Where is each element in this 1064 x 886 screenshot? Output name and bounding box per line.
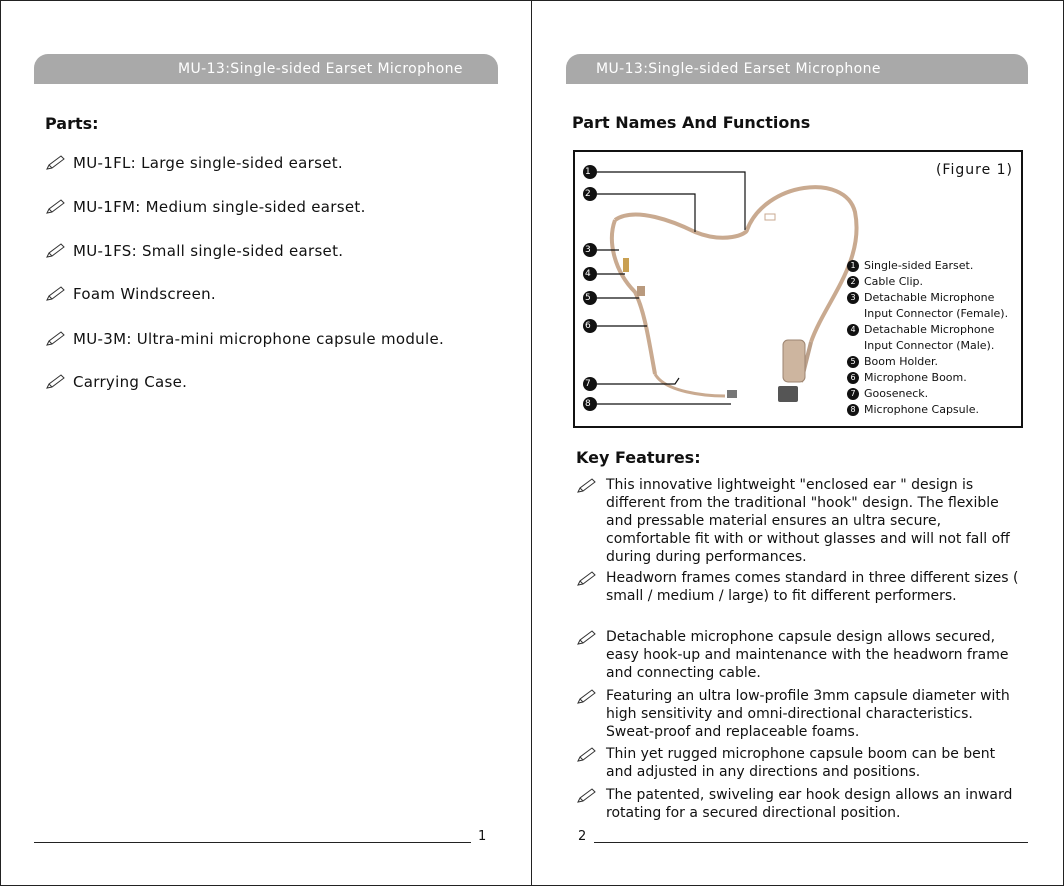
callout-8: 8 [585, 399, 591, 409]
feature-item: The patented, swiveling ear hook design allows an inward rotating for a secured directional position. [576, 786, 1024, 822]
footer-rule-right [594, 842, 1028, 843]
callout-4: 4 [585, 269, 591, 279]
legend-item: 3 Detachable Microphone [847, 290, 1008, 306]
pencil-icon [45, 374, 67, 390]
header-title-right: MU-13:Single-sided Earset Microphone [596, 61, 881, 77]
pencil-icon [45, 199, 67, 215]
legend-item: 5 Boom Holder. [847, 354, 1008, 370]
part-item: MU-1FM: Medium single-sided earset. [45, 198, 366, 216]
legend-item-cont: Input Connector (Male). [864, 339, 995, 352]
legend-item: 8 Microphone Capsule. [847, 402, 1008, 418]
feature-item: This innovative lightweight "enclosed ear " design is different from the traditional "hook" design. The flexible and pressable material ensures an ultra secure, comfortable fit with or without glasses and will not fall off during during performances. [576, 476, 1024, 566]
legend-item: 4 Detachable Microphone [847, 322, 1008, 338]
connector-body [783, 340, 805, 382]
part-names-heading: Part Names And Functions [572, 113, 811, 132]
legend-item-cont: Input Connector (Female). [864, 307, 1009, 320]
callout-5: 5 [585, 293, 591, 303]
cable-clip [765, 214, 775, 220]
part-item: MU-1FL: Large single-sided earset. [45, 154, 343, 172]
part-item: MU-3M: Ultra-mini microphone capsule module. [45, 330, 444, 348]
part-item: MU-1FS: Small single-sided earset. [45, 242, 343, 260]
figure-caption: (Figure 1) [935, 162, 1013, 178]
page-divider [531, 0, 532, 886]
mic-capsule [727, 390, 737, 398]
header-title-left: MU-13:Single-sided Earset Microphone [178, 61, 463, 77]
legend-item: 1 Single-sided Earset. [847, 258, 1008, 274]
pencil-icon [45, 286, 67, 302]
part-item: Foam Windscreen. [45, 285, 216, 303]
connector-female [623, 258, 629, 272]
callout-6: 6 [585, 321, 591, 331]
footer-rule-left [34, 842, 471, 843]
callout-2: 2 [585, 189, 591, 199]
page-number-right: 2 [578, 829, 587, 844]
legend-item: 7 Gooseneck. [847, 386, 1008, 402]
part-item: Carrying Case. [45, 373, 187, 391]
connector-plug [778, 386, 798, 402]
boom-holder [637, 286, 645, 296]
feature-item: Thin yet rugged microphone capsule boom can be bent and adjusted in any directions and positions. [576, 745, 1024, 781]
pencil-icon [45, 243, 67, 259]
callout-1: 1 [585, 167, 591, 177]
pencil-icon [576, 630, 598, 646]
feature-item: Detachable microphone capsule design allows secured, easy hook-up and maintenance with the headworn frame and connecting cable. [576, 628, 1024, 682]
feature-item: Featuring an ultra low-profile 3mm capsule diameter with high sensitivity and omni-directional characteristics. Sweat-proof and replaceable foams. [576, 687, 1024, 741]
legend-item: 6 Microphone Boom. [847, 370, 1008, 386]
feature-item: Headworn frames comes standard in three different sizes ( small / medium / large) to fit different performers. [576, 569, 1024, 605]
pencil-icon [576, 478, 598, 494]
pencil-icon [576, 788, 598, 804]
pencil-icon [576, 689, 598, 705]
key-features-heading: Key Features: [576, 448, 701, 467]
figure-legend [847, 258, 1008, 418]
pencil-icon [45, 331, 67, 347]
page-number-left: 1 [478, 829, 487, 844]
header-banner-right [566, 54, 1028, 84]
pencil-icon [576, 747, 598, 763]
header-banner-left [34, 54, 498, 84]
figure-1 [573, 150, 1023, 428]
callout-3: 3 [585, 245, 591, 255]
pencil-icon [45, 155, 67, 171]
pencil-icon [576, 571, 598, 587]
parts-heading: Parts: [45, 114, 99, 133]
callout-7: 7 [585, 379, 591, 389]
legend-item: 2 Cable Clip. [847, 274, 1008, 290]
